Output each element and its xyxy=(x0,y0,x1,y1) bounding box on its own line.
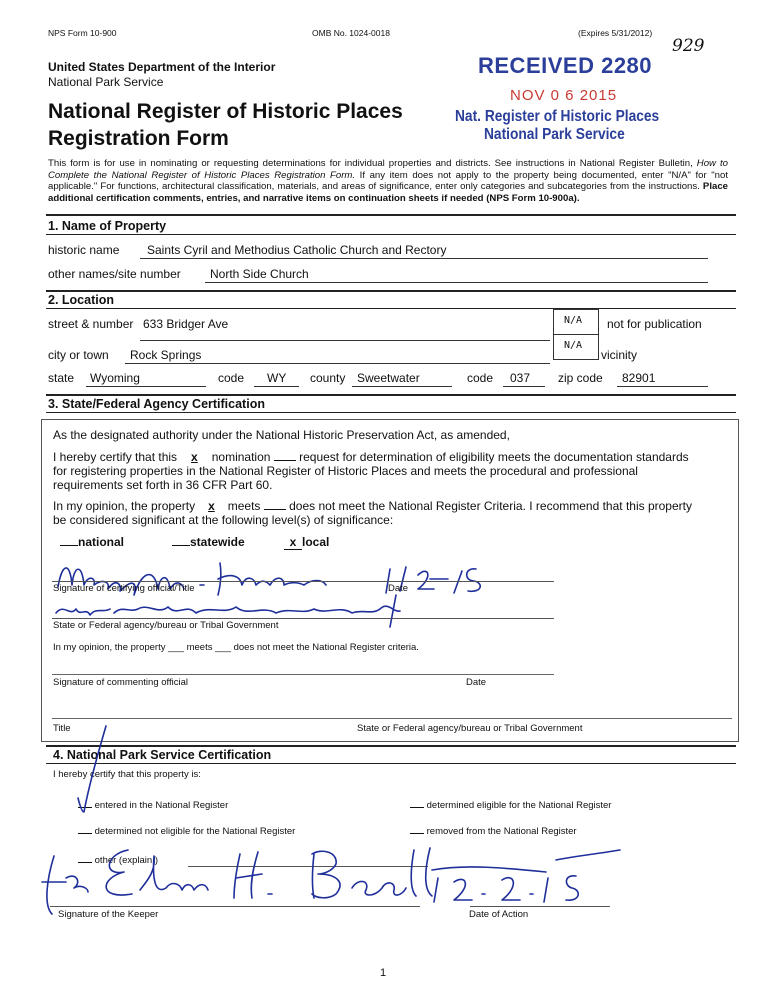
state-label: state xyxy=(48,371,75,385)
comment-line xyxy=(52,674,554,675)
authority-text: As the designated authority under the National Historic Preservation Act, as amended, xyxy=(53,428,510,442)
zip-label: zip code xyxy=(558,371,603,385)
street-value: 633 Bridger Ave xyxy=(143,317,229,331)
agency2-label: State or Federal agency/bureau or Tribal Government xyxy=(357,723,583,734)
omb-number: OMB No. 1024-0018 xyxy=(312,28,390,38)
comment-date-label: Date xyxy=(466,677,487,688)
nfp-label: not for publication xyxy=(607,317,702,331)
certify-line1: I hereby certify that this x nomination request for determination of eligibility meets the documentation standards xyxy=(53,450,689,464)
level-statewide: statewide xyxy=(172,535,245,549)
field-line xyxy=(352,386,452,387)
section-1-heading: 1. Name of Property xyxy=(48,219,167,233)
title-line xyxy=(52,718,732,719)
rule xyxy=(46,214,736,216)
zip-value: 82901 xyxy=(622,371,656,385)
historic-name-value: Saints Cyril and Methodius Catholic Church and Rectory xyxy=(147,243,447,257)
section-2-heading: 2. Location xyxy=(48,293,114,307)
option-removed: removed from the National Register xyxy=(410,826,577,837)
vicinity-label: vicinity xyxy=(601,348,638,362)
historic-name-label: historic name xyxy=(48,243,120,257)
rule xyxy=(46,745,736,747)
signature-line xyxy=(52,581,554,582)
department: United States Department of the Interior xyxy=(48,60,276,74)
stamp-register: Nat. Register of Historic Places xyxy=(455,108,660,125)
option-entered: entered in the National Register xyxy=(78,800,228,811)
county-label: county xyxy=(310,371,346,385)
rule xyxy=(46,412,736,413)
state-value: Wyoming xyxy=(90,371,140,385)
page-number: 1 xyxy=(380,967,387,979)
rule xyxy=(46,763,736,764)
opinion-line1: In my opinion, the property x meets does not meet the National Register Criteria. I recommend that this property xyxy=(53,499,692,513)
page-title: National Register of Historic Places Registration Form xyxy=(48,100,403,150)
field-line xyxy=(205,282,708,283)
city-label: city or town xyxy=(48,348,109,362)
field-line xyxy=(140,340,550,341)
field-line xyxy=(125,363,550,364)
section-4-heading: 4. National Park Service Certification xyxy=(53,748,272,762)
city-value: Rock Springs xyxy=(130,348,202,362)
opinion-2: In my opinion, the property ___ meets ___ does not meet the National Register criteria. xyxy=(53,642,419,653)
rule xyxy=(46,234,736,235)
check-mark-icon xyxy=(70,720,110,820)
other-names-label: other names/site number xyxy=(48,267,181,281)
option-not-eligible: determined not eligible for the National Register xyxy=(78,826,295,837)
level-local: x local xyxy=(284,535,329,550)
comment-signature-label: Signature of commenting official xyxy=(53,677,189,688)
form-number: NPS Form 10-900 xyxy=(48,28,117,38)
stamp-service: National Park Service xyxy=(484,126,625,143)
agency-label: State or Federal agency/bureau or Tribal Government xyxy=(53,620,279,631)
signature-label: Signature of certifying official/Title xyxy=(53,583,195,594)
code2-value: 037 xyxy=(510,371,531,385)
level-national: national xyxy=(60,535,124,549)
rule xyxy=(46,308,736,309)
signature-date-label: Date xyxy=(388,583,409,594)
received-stamp: RECEIVED 2280 xyxy=(478,53,653,78)
street-label: street & number xyxy=(48,317,134,331)
keeper-line xyxy=(50,906,420,907)
certify-line2: for registering properties in the National Register of Historic Places and meets the procedural and professional xyxy=(53,464,638,478)
intro-paragraph: This form is for use in nominating or requesting determinations for individual properties and districts. See instructions in National Register Bulletin, How to Complete the National Register of Historic Places Registration Form. If any item does not apply to the property being documented, enter "N/A" for "not applicable." For functions, architectural classification, materials, and areas of significance, enter only categories and subcategories from the instructions. Place additional certification comments, entries, and narrative items on continuation sheets if needed (NPS Form 10-900a). xyxy=(48,158,728,204)
service: National Park Service xyxy=(48,75,164,89)
keeper-label: Signature of the Keeper xyxy=(58,909,159,920)
option-other: other (explain:) xyxy=(78,855,158,866)
opinion-line2: be considered significant at the following level(s) of significance: xyxy=(53,513,394,527)
nps-intro: I hereby certify that this property is: xyxy=(53,769,201,780)
field-line xyxy=(617,386,708,387)
title-label: Title xyxy=(53,723,71,734)
rule xyxy=(46,290,736,292)
expiration: (Expires 5/31/2012) xyxy=(578,28,653,38)
handwritten-number: 929 xyxy=(672,36,705,56)
option-eligible: determined eligible for the National Register xyxy=(410,800,611,811)
vicinity-box: N/A xyxy=(553,334,599,360)
nfp-box: N/A xyxy=(553,309,599,335)
certify-line3: requirements set forth in 36 CFR Part 60. xyxy=(53,478,273,492)
action-date-label: Date of Action xyxy=(469,909,529,920)
action-line xyxy=(470,906,610,907)
agency-line xyxy=(52,618,554,619)
county-value: Sweetwater xyxy=(357,371,420,385)
section-3-heading: 3. State/Federal Agency Certification xyxy=(48,397,265,411)
field-line xyxy=(254,386,299,387)
field-line xyxy=(503,386,545,387)
code-value: WY xyxy=(267,371,287,385)
code-label: code xyxy=(218,371,245,385)
code2-label: code xyxy=(467,371,494,385)
field-line xyxy=(86,386,206,387)
field-line xyxy=(140,258,708,259)
stamp-date: NOV 0 6 2015 xyxy=(510,87,618,104)
rule xyxy=(46,394,736,396)
other-names-value: North Side Church xyxy=(210,267,309,281)
